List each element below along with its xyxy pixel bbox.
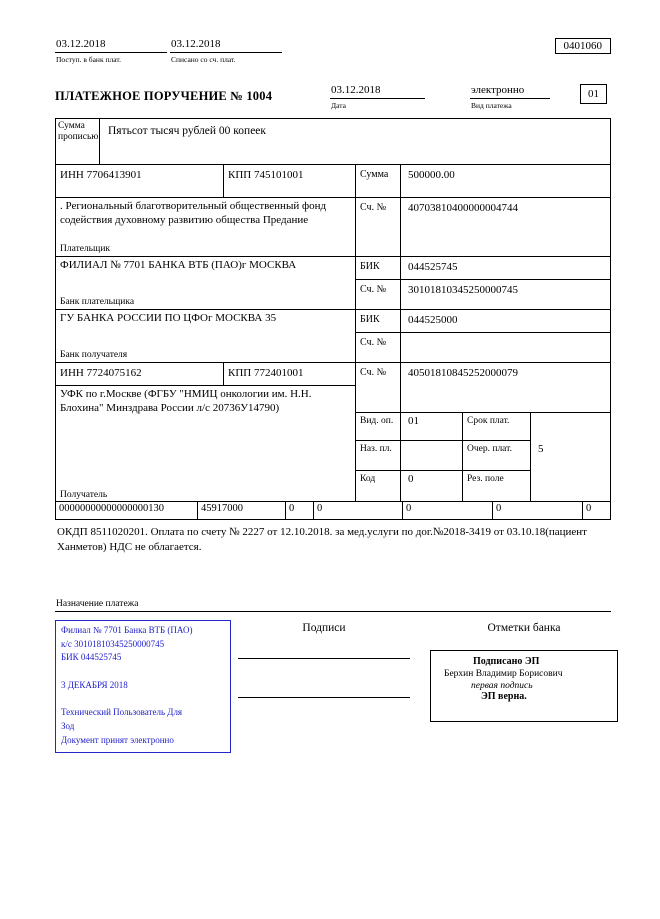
payer-bank-bik-label: БИК xyxy=(356,257,401,279)
bank-electronic-stamp xyxy=(55,620,231,753)
stamp-line: Технический Пользователь Для xyxy=(61,707,183,718)
payee-inn: ИНН 7724075162 xyxy=(56,363,224,385)
code-cell-109: 0 xyxy=(493,502,583,519)
payer-bank-account-value: 30101810345250000745 xyxy=(408,284,518,296)
payee-kpp: КПП 772401001 xyxy=(228,367,304,379)
stamp-line: Зод xyxy=(61,720,75,731)
payer-bank-cell xyxy=(56,257,355,310)
ocher-plat-label: Очер. плат. xyxy=(463,441,531,471)
payment-details-grid xyxy=(356,413,610,502)
payer-bank-bik-row xyxy=(356,257,610,280)
rez-pole-value xyxy=(531,471,610,502)
payment-kind-group xyxy=(470,84,550,110)
document-date-label: Дата xyxy=(331,101,346,110)
signer-name: Берхин Владимир Борисович xyxy=(444,669,563,679)
payee-bank-bik-row xyxy=(356,310,610,333)
payment-purpose-area xyxy=(55,520,611,612)
payment-kind-label: Вид платежа xyxy=(471,101,512,110)
footer-section xyxy=(55,620,620,770)
ep-valid-label: ЭП верна. xyxy=(481,691,527,702)
signature-line-2 xyxy=(238,697,410,698)
main-table xyxy=(55,164,611,501)
stamp-line: БИК 044525745 xyxy=(61,652,122,663)
stamp-line xyxy=(61,665,225,679)
debited-date-value: 03.12.2018 xyxy=(170,38,282,53)
vid-op-label: Вид. оп. xyxy=(356,413,401,441)
payee-account-value: 40501810845252000079 xyxy=(408,367,518,379)
naz-pl-label: Наз. пл. xyxy=(356,441,401,471)
payee-bank-section-label: Банк получателя xyxy=(60,350,128,360)
srok-plat-value xyxy=(531,413,610,441)
document-date-group xyxy=(330,84,425,110)
electronic-signature-box xyxy=(430,650,618,722)
payer-bank-bik-value: 044525745 xyxy=(408,261,458,273)
payer-inn: ИНН 7706413901 xyxy=(56,165,224,197)
amount-in-words-row xyxy=(55,118,611,164)
stamp-line: Документ принят электронно xyxy=(61,734,174,745)
vid-op-value: 01 xyxy=(401,413,463,441)
payer-bank-name: ФИЛИАЛ № 7701 БАНКА ВТБ (ПАО)г МОСКВА xyxy=(60,259,297,271)
naz-pl-value xyxy=(401,441,463,471)
payer-account-label: Сч. № xyxy=(356,198,401,256)
payer-account-value: 40703810400000004744 xyxy=(408,202,518,214)
received-date-label: Поступ. в банк плат. xyxy=(56,55,121,64)
amount-in-words-value: Пятьсот тысяч рублей 00 копеек xyxy=(108,125,266,137)
payer-bank-section-label: Банк плательщика xyxy=(60,297,135,307)
ocher-plat-value: 5 xyxy=(538,443,544,455)
code-cell-106: 0 xyxy=(286,502,314,519)
srok-plat-label: Срок плат. xyxy=(463,413,531,441)
payee-name-cell xyxy=(56,386,355,502)
amount-in-words-label: Сумма прописью xyxy=(56,119,100,164)
signature-line-1 xyxy=(238,658,410,659)
form-code-box: 0401060 xyxy=(555,38,612,54)
payee-bank-account-row xyxy=(356,333,610,363)
payee-bank-name: ГУ БАНКА РОССИИ ПО ЦФОг МОСКВА 35 xyxy=(60,312,277,324)
payee-name: УФК по г.Москве (ФГБУ "НМИЦ онкологии им. Н.Н. Блохина" Минздрава России л/с 20736У14790) xyxy=(60,388,312,414)
payee-account-row xyxy=(356,363,610,413)
payment-purpose-label: Назначение платежа xyxy=(55,599,611,612)
payee-inn-kpp-row xyxy=(56,363,355,386)
amount-row xyxy=(356,165,610,198)
payment-purpose-text: ОКДП 8511020201. Оплата по счету № 2227 от 12.10.2018. за мед.услуги по дог.№2018-3419 от 03.10.18(пациент Ханметов) НДС не облагается. xyxy=(57,526,587,553)
stamp-line: к/с 30101810345250000745 xyxy=(61,638,165,649)
payer-name: . Региональный благотворительный общественный фонд содействия духовному развитию общества Предание xyxy=(60,200,327,226)
document-title: ПЛАТЕЖНОЕ ПОРУЧЕНИЕ № 1004 xyxy=(55,89,273,103)
payment-kind-value: электронно xyxy=(470,84,550,99)
payee-bank-bik-label: БИК xyxy=(356,310,401,332)
kod-label: Код xyxy=(356,471,401,502)
payer-inn-kpp-row xyxy=(56,165,355,198)
payer-name-cell xyxy=(56,198,355,257)
signatures-label: Подписи xyxy=(302,622,346,634)
payer-section-label: Плательщик xyxy=(60,244,111,254)
received-date-value: 03.12.2018 xyxy=(55,38,167,53)
payer-kpp: КПП 745101001 xyxy=(228,169,304,181)
debited-date-label: Списано со сч. плат. xyxy=(171,55,236,64)
stamp-line: 3 ДЕКАБРЯ 2018 xyxy=(61,679,128,690)
debited-date-block xyxy=(170,38,282,64)
first-signature-label: первая подпись xyxy=(471,681,533,691)
kbk-cell: 00000000000000000130 xyxy=(56,502,198,519)
amount-label: Сумма xyxy=(356,165,401,197)
payee-section-label: Получатель xyxy=(60,490,108,500)
stamp-line: Филиал № 7701 Банка ВТБ (ПАО) xyxy=(61,625,193,635)
payee-account-label: Сч. № xyxy=(356,363,401,412)
code-cell-110: 0 xyxy=(586,503,592,514)
document-date-value: 03.12.2018 xyxy=(330,84,425,99)
top-dates-row xyxy=(55,38,611,64)
main-table-left-column xyxy=(56,165,356,501)
bank-marks-label: Отметки банка xyxy=(487,622,561,634)
budget-codes-row xyxy=(55,501,611,520)
payee-bank-account-label: Сч. № xyxy=(356,333,401,362)
code-cell-107: 0 xyxy=(314,502,403,519)
payer-bank-account-label: Сч. № xyxy=(356,280,401,309)
payer-account-row xyxy=(356,198,610,257)
kod-value: 0 xyxy=(401,471,463,502)
stamp-line xyxy=(61,693,225,707)
oktmo-cell: 45917000 xyxy=(198,502,286,519)
title-row xyxy=(55,84,611,120)
payer-bank-account-row xyxy=(356,280,610,310)
main-table-right-column xyxy=(356,165,610,501)
payee-bank-cell xyxy=(56,310,355,363)
amount-value: 500000.00 xyxy=(408,169,455,181)
signed-ep-label: Подписано ЭП xyxy=(473,656,540,667)
status-code-box: 01 xyxy=(580,84,607,104)
rez-pole-label: Рез. поле xyxy=(463,471,531,502)
payee-bank-account-value xyxy=(401,333,610,362)
code-cell-108: 0 xyxy=(403,502,493,519)
payee-bank-bik-value: 044525000 xyxy=(408,314,458,326)
received-date-block xyxy=(55,38,167,64)
